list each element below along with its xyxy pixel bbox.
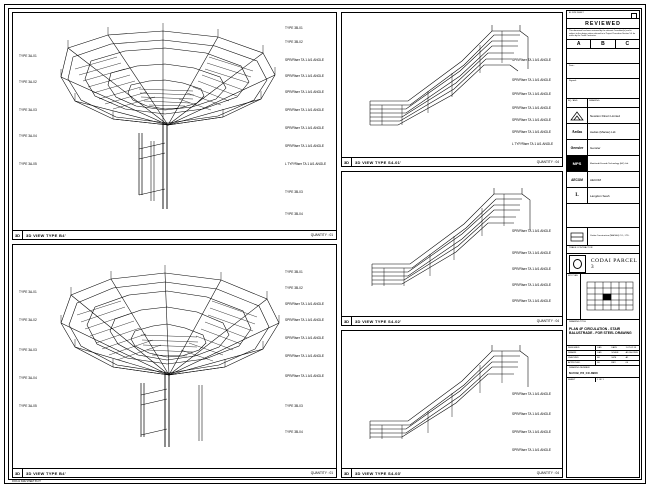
viewport-3d-view-type-s4-02[interactable] <box>341 171 563 326</box>
callout-label: TYPE 3A-05 <box>19 404 37 408</box>
drawing-number-label: DRAWING NUMBER <box>569 367 590 369</box>
review-date-label: Date : <box>569 64 575 67</box>
consultant-row-aecom <box>567 172 639 188</box>
callout-label: TYPE 3B-04 <box>285 430 303 434</box>
meta-value: A1 <box>625 357 629 359</box>
viewport-title-bar <box>342 157 562 166</box>
callout-label: TYPE 3B-02 <box>285 40 303 44</box>
gensler-logo-mark: Gensler <box>567 140 588 155</box>
drawing-title-label: DRAWING TITLE <box>569 321 587 323</box>
callout-label: SPR/Riser TA 1 A/1 ANGLE <box>285 108 325 112</box>
meta-key: DRAWN <box>567 351 596 355</box>
consultant-row-gensler <box>567 140 639 156</box>
review-sign-label: Signed : <box>567 78 639 84</box>
callout-label: SPR/Riser TA 1 A/1 ANGLE <box>285 126 325 130</box>
aedas-name: Aedas (Macau) Ltd. <box>590 129 617 134</box>
drawing-number-row <box>567 366 639 378</box>
callout-label: TYPE 3A-03 <box>19 108 37 112</box>
callout-label: TYPE 3A-02 <box>19 80 37 84</box>
key-plan[interactable] <box>567 274 639 320</box>
meta-value: AS SHOWN <box>625 352 638 354</box>
callout-label: SPR/Riser TA 1 A/1 ANGLE <box>285 144 325 148</box>
approval-row <box>567 99 639 108</box>
callout-label: SPR/Riser TA 1 A/1 ANGLE <box>512 229 552 233</box>
callout-label: SPR/Riser TA 1 A/1 ANGLE <box>512 130 552 134</box>
view-bubble: 3D <box>342 469 352 477</box>
callout-label: SPR/Riser TA 1 A/1 ANGLE <box>512 430 552 434</box>
view-bubble: 3D <box>13 469 23 477</box>
view-quantity: QUANTITY : 01 <box>310 471 333 475</box>
title-block <box>566 10 640 478</box>
callout-label: SPR/Riser TA 1 A/1 ANGLE <box>512 106 552 110</box>
review-code-b[interactable]: B <box>591 40 615 48</box>
callout-label: SPR/Riser TA 1 A/1 ANGLE <box>285 302 325 306</box>
view-title: 3D VIEW TYPE S4-02' <box>355 318 402 324</box>
callout-label: TYPE 3A-04 <box>19 134 37 138</box>
sheet-row <box>567 378 639 382</box>
mps-name: Meinhardt Facade Technology (HK) Ltd. <box>590 162 629 165</box>
viewport-title-bar <box>13 468 336 477</box>
callout-label: TYPE 3A-01 <box>19 54 37 58</box>
callout-label: TYPE 3A-04 <box>19 376 37 380</box>
gensler-name: Gensler <box>590 145 601 150</box>
viewport-title-bar <box>342 468 562 477</box>
callout-label: TYPE 3B-01 <box>285 270 303 274</box>
sheet-size-row <box>567 11 639 19</box>
view-quantity: QUANTITY : 01 <box>310 233 333 237</box>
meta-key: SCALE <box>611 352 619 354</box>
meta-value: 1.07.02.18 <box>625 347 636 349</box>
view-quantity: QUANTITY : 04 <box>536 319 559 323</box>
callout-label: TYPE 3B-03 <box>285 190 303 194</box>
callout-label: L TYP/Riser TA 1 A/1 ANGLE <box>285 162 327 166</box>
callout-label: SPR/Riser TA 1 A/1 ANGLE <box>285 354 325 358</box>
callout-label: SPR/Riser TA 1 A/1 ANGLE <box>512 251 552 255</box>
consultant-row-langdon <box>567 188 639 204</box>
mps-logo-mark: MPS <box>567 156 588 171</box>
project-name: CODAI PARCEL 3 <box>590 257 638 270</box>
view-bubble: 3D <box>342 317 352 325</box>
meta-value: 00 <box>625 362 629 364</box>
viewport-3d-view-type-s4-03[interactable] <box>341 330 563 478</box>
langdon-name: Langdon Seah <box>590 193 610 198</box>
callout-label: SPR/Riser TA 1 A/1 ANGLE <box>285 318 325 322</box>
view-title: 3D VIEW TYPE B4' <box>26 232 66 238</box>
viewport-title-bar <box>342 316 562 325</box>
meta-value: CAD <box>597 347 602 349</box>
meta-value: CAD <box>597 352 602 354</box>
view-bubble: 3D <box>13 231 23 239</box>
sheet-value: 1 OF 1 <box>597 379 604 381</box>
view-bubble: 3D <box>342 158 352 166</box>
callout-label: SPR/Riser TA 1 A/1 ANGLE <box>512 78 552 82</box>
view-title: 3D VIEW TYPE B4' <box>26 470 66 476</box>
drawing-title-row <box>567 320 639 346</box>
meta-key: DATE <box>611 347 617 349</box>
viewport-3d-view-type-s4-01[interactable] <box>341 12 563 167</box>
key-plan-label: KEY PLAN <box>567 274 581 319</box>
drawing-title-value: PLAN 4F CIRCULATION - STAIR BALUSTRADE - FOR STEEL DRAWING <box>569 326 632 336</box>
contractor-row <box>567 228 639 246</box>
callout-label: SPR/Riser TA 1 A/1 ANGLE <box>512 412 552 416</box>
callout-label: TYPE 3A-05 <box>19 162 37 166</box>
view-title: 3D VIEW TYPE S4-01' <box>355 159 402 165</box>
callout-label: TYPE 3B-01 <box>285 26 303 30</box>
consultant-row-client <box>567 108 639 124</box>
callout-label: SPR/Riser TA 1 A/1 ANGLE <box>512 448 552 452</box>
callout-label: SPR/Riser TA 1 A/1 ANGLE <box>285 90 325 94</box>
callout-label: SPR/Riser TA 1 A/1 ANGLE <box>512 283 552 287</box>
client-name: Newtion Direct Limited <box>590 113 621 118</box>
meta-key: REV <box>611 362 616 364</box>
review-code-row[interactable] <box>567 39 639 49</box>
key-plan-image <box>581 274 639 319</box>
sheet-size-note: A1 SIZE SHEET <box>569 12 584 14</box>
reviewed-stamp <box>567 19 639 99</box>
callout-label: SPR/Riser TA 1 A/1 ANGLE <box>285 58 325 62</box>
viewport-3d-view-type-b4-bottom[interactable] <box>12 244 337 478</box>
sheet-bottom-note: FOR A1 SIZE SHEET PLOT <box>12 481 41 483</box>
drawing-number-value: M-FCB_P3_CC-8900 <box>569 370 598 375</box>
contractor-name: Yaubo Construction (MACAU) CO., LTD. <box>590 235 630 238</box>
meta-key: CHECKED <box>567 356 596 360</box>
review-code-c[interactable]: C <box>625 40 630 47</box>
reviewed-body: This document has been reviewed by the relevant Consultant(s) and is subject to the design status referred to in Project Procedure Section 5.4 for action by the Trade Contractor. <box>567 28 639 39</box>
review-code-a[interactable]: A <box>567 40 591 48</box>
meta-key: APPROVED <box>567 361 596 365</box>
callout-label: SPR/Riser TA 1 A/1 ANGLE <box>512 267 552 271</box>
sheet-label: SHEET <box>567 378 596 382</box>
callout-label: SPR/Riser TA 1 A/1 ANGLE <box>285 74 325 78</box>
view-quantity: QUANTITY : 04 <box>536 160 559 164</box>
approval-value: DRAWING <box>589 100 600 102</box>
consultant-row-aedas <box>567 124 639 140</box>
viewport-3d-view-type-b4-top[interactable] <box>12 12 337 240</box>
meta-key: SIZE <box>611 357 617 359</box>
reviewed-heading: REVIEWED <box>585 21 621 27</box>
callout-label: TYPE 3B-03 <box>285 404 303 408</box>
contractor-logo-mark <box>567 228 588 245</box>
callout-label: TYPE 3A-02 <box>19 318 37 322</box>
project-client-row <box>567 254 639 274</box>
meta-value: SK <box>597 357 600 359</box>
callout-label: TYPE 3B-04 <box>285 212 303 216</box>
view-quantity: QUANTITY : 04 <box>536 471 559 475</box>
approval-label: BQ / AND <box>567 99 588 107</box>
callout-label: SPR/Riser TA 1 A/1 ANGLE <box>512 299 552 303</box>
meta-key: DESIGNED <box>567 346 596 350</box>
callout-label: TYPE 3A-01 <box>19 290 37 294</box>
trade-contractor-label-row <box>567 246 639 254</box>
callout-label: SPR/Riser TA 1 A/1 ANGLE <box>512 392 552 396</box>
aedas-logo-mark: Aedas <box>567 124 588 139</box>
callout-label: SPR/Riser TA 1 A/1 ANGLE <box>285 336 325 340</box>
aecom-name: AECOM <box>590 177 602 182</box>
client-logo-mark <box>567 108 588 123</box>
consultant-row-mps <box>567 156 639 172</box>
callout-label: SPR/Riser TA 1 A/1 ANGLE <box>512 92 552 96</box>
trade-contractor-label: TRADE CONTRACTOR <box>569 247 593 249</box>
callout-label: TYPE 3B-02 <box>285 286 303 290</box>
callout-label: SPR/Riser TA 1 A/1 ANGLE <box>512 58 552 62</box>
aecom-logo-mark: AECOM <box>567 172 588 187</box>
meta-value: SK <box>597 362 600 364</box>
viewport-title-bar <box>13 230 336 239</box>
view-title: 3D VIEW TYPE S4-03' <box>355 470 402 476</box>
consultant-checkbox[interactable] <box>631 13 637 19</box>
langdon-logo-mark: L <box>567 188 588 203</box>
callout-label: SPR/Riser TA 1 A/1 ANGLE <box>285 374 325 378</box>
client-emblem-icon <box>569 255 586 273</box>
callout-label: TYPE 3A-03 <box>19 348 37 352</box>
callout-label: L TYP/Riser TA 1 A/1 ANGLE <box>512 142 554 146</box>
callout-label: SPR/Riser TA 1 A/1 ANGLE <box>512 118 552 122</box>
